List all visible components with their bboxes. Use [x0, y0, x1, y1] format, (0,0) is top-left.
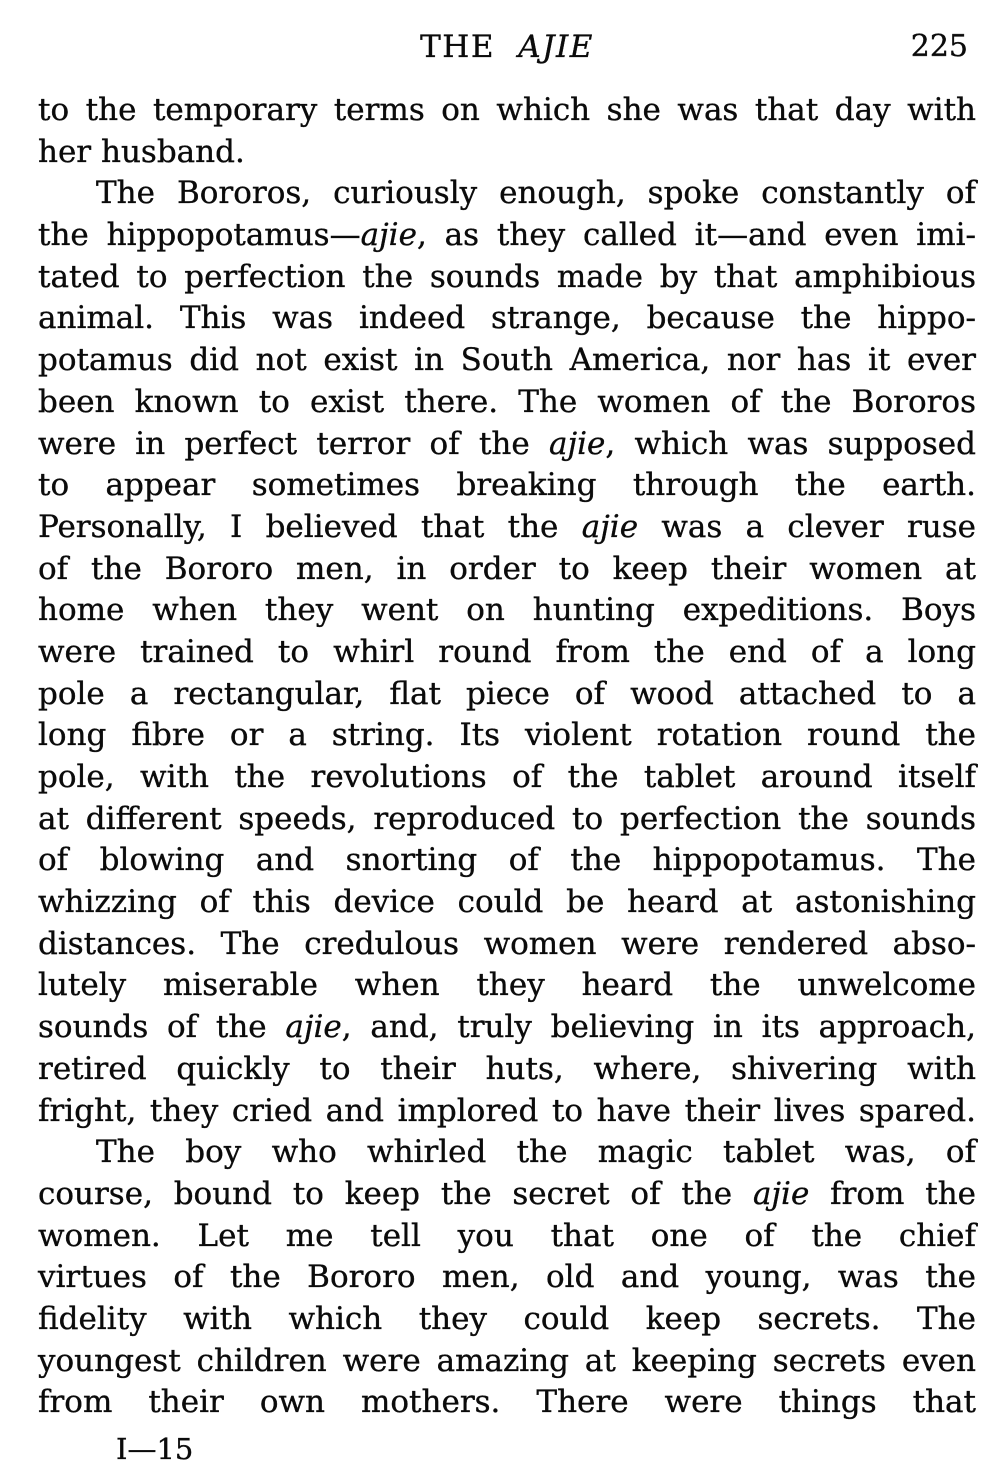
running-title-italic: AJIE — [518, 29, 594, 65]
text-segment: , which was supposed — [605, 425, 976, 462]
text-line — [38, 590, 976, 632]
text-line — [38, 1049, 976, 1091]
text-line — [38, 1299, 976, 1341]
text-segment: to appear sometimes breaking through the earth. — [38, 467, 976, 504]
text-segment: to the temporary terms on which she was that day with — [38, 92, 976, 128]
text-line — [38, 1216, 976, 1258]
text-segment: women. Let me tell you that one of the chief — [38, 1217, 976, 1254]
text-segment: The Bororos, curiously enough, spoke constantly of — [96, 175, 976, 212]
text-segment: from the — [809, 1175, 977, 1212]
text-segment: fright, they cried and implored to have their lives spared. — [38, 1092, 976, 1129]
text-line — [38, 215, 976, 257]
text-segment: the hippopotamus— — [38, 217, 361, 254]
text-segment: , as they called it—and even imi- — [416, 217, 976, 254]
text-line — [38, 1132, 976, 1174]
text-segment: retired quickly to their huts, where, shivering with — [38, 1050, 976, 1087]
italic-term: ajie — [285, 1009, 342, 1046]
text-line — [38, 173, 976, 215]
text-segment: youngest children were amazing at keeping secrets even — [38, 1342, 976, 1379]
text-line — [38, 1007, 976, 1049]
text-line — [38, 799, 976, 841]
text-segment: animal. This was indeed strange, because the hippo- — [38, 300, 976, 337]
text-line — [38, 1091, 976, 1133]
text-segment: fidelity with which they could keep secrets. The — [38, 1300, 976, 1337]
text-segment: at different speeds, reproduced to perfection the sounds — [38, 800, 976, 837]
text-segment: long fibre or a string. Its violent rotation round the — [38, 717, 976, 754]
text-segment: , and, truly believing in its approach, — [341, 1009, 976, 1046]
text-line — [38, 757, 976, 799]
text-segment: tated to perfection the sounds made by that amphibious — [38, 258, 976, 295]
text-segment: potamus did not exist in South America, nor has it ever — [38, 342, 976, 379]
text-line — [38, 674, 976, 716]
text-segment: Personally, I believed that the — [38, 508, 582, 545]
text-segment: sounds of the — [38, 1009, 286, 1046]
text-line — [38, 1174, 976, 1216]
text-line — [38, 965, 976, 1007]
text-segment: of the Bororo men, in order to keep their women at — [38, 550, 976, 587]
text-line — [38, 424, 976, 466]
text-line — [38, 465, 976, 507]
text-line — [38, 382, 976, 424]
text-line — [38, 340, 976, 382]
text-line — [38, 132, 976, 174]
text-segment: pole a rectangular, flat piece of wood attached to a — [38, 675, 976, 712]
running-title — [420, 28, 594, 66]
italic-term: ajie — [752, 1175, 810, 1212]
text-line — [38, 924, 976, 966]
text-segment: were trained to whirl round from the end of a long — [38, 633, 976, 670]
text-line — [38, 90, 976, 132]
text-line — [38, 632, 976, 674]
text-segment: pole, with the revolutions of the tablet around itself — [38, 759, 976, 795]
text-segment: from their own mothers. There were things that — [38, 1384, 976, 1421]
italic-term: ajie — [548, 425, 606, 462]
page-number: 225 — [910, 29, 968, 64]
text-segment: been known to exist there. The women of the Bororos — [38, 383, 976, 420]
text-segment: of blowing and snorting of the hippopotamus. The — [38, 842, 976, 879]
text-line — [38, 507, 976, 549]
text-segment: distances. The credulous women were rendered abso- — [38, 925, 976, 962]
body-lines — [38, 90, 976, 1424]
italic-term: ajie — [581, 508, 639, 545]
text-line — [38, 882, 976, 924]
running-title-word: THE — [420, 29, 495, 65]
text-segment: The boy who whirled the magic tablet was, of — [96, 1134, 976, 1171]
text-line — [38, 1382, 976, 1424]
page-header — [38, 28, 976, 66]
text-line — [38, 715, 976, 757]
signature-mark: I—15 — [116, 1432, 194, 1466]
text-segment: was a clever ruse — [638, 508, 976, 545]
text-segment: virtues of the Bororo men, old and young, was the — [38, 1259, 976, 1296]
text-segment: were in perfect terror of the — [38, 425, 549, 462]
text-segment: lutely miserable when they heard the unwelcome — [38, 967, 976, 1004]
text-line — [38, 1257, 976, 1299]
text-segment: course, bound to keep the secret of the — [38, 1175, 753, 1212]
text-line — [38, 840, 976, 882]
text-line — [38, 298, 976, 340]
text-line — [38, 549, 976, 591]
text-segment: home when they went on hunting expeditions. Boys — [38, 592, 976, 629]
italic-term: ajie — [360, 217, 417, 254]
text-line — [38, 257, 976, 299]
text-segment: her husband. — [38, 133, 245, 170]
text-segment: whizzing of this device could be heard at astonishing — [38, 884, 976, 921]
text-line — [38, 1341, 976, 1383]
